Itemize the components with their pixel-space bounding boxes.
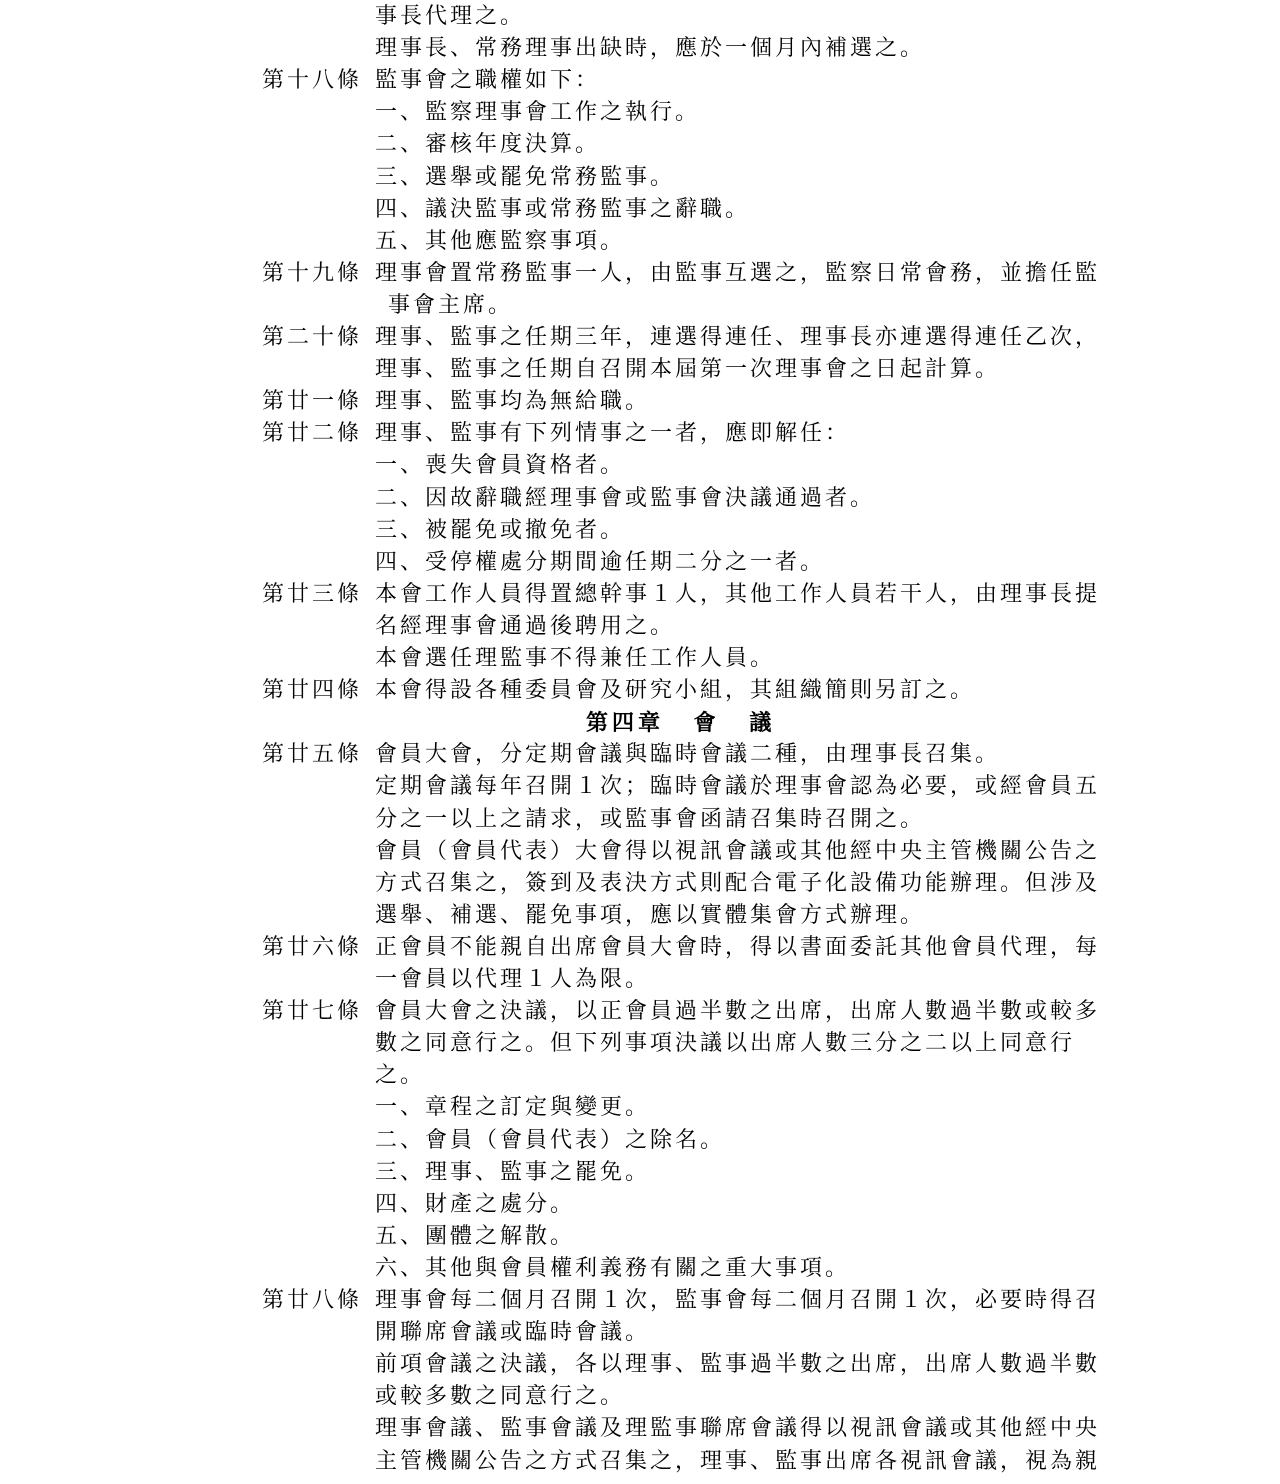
paragraph-line: 事會主席。	[388, 293, 514, 318]
paragraph-line: 會員（會員代表）大會得以視訊會議或其他經中央主管機關公告之	[375, 839, 1101, 864]
paragraph-line: 二、因故辭職經理事會或監事會決議通過者。	[375, 486, 876, 511]
article-label: 第二十條	[262, 325, 363, 350]
article-label: 第十八條	[262, 68, 363, 93]
paragraph-line: 理事會議、監事會議及理監事聯席會議得以視訊會議或其他經中央	[375, 1416, 1101, 1441]
paragraph-line: 三、被罷免或撤免者。	[375, 518, 626, 543]
article-label: 第廿二條	[262, 421, 363, 446]
article-text: 正會員不能親自出席會員大會時，得以書面委託其他會員代理，每	[375, 935, 1101, 960]
article-label: 第廿八條	[262, 1288, 363, 1313]
paragraph-line: 五、其他應監察事項。	[375, 229, 626, 254]
paragraph-line: 四、財產之處分。	[375, 1192, 576, 1217]
article-text: 本會得設各種委員會及研究小組，其組織簡則另訂之。	[375, 678, 976, 703]
article-label: 第廿六條	[262, 935, 363, 960]
paragraph-line: 一、監察理事會工作之執行。	[375, 100, 701, 125]
paragraph-line: 理事長、常務理事出缺時，應於一個月內補選之。	[375, 36, 926, 61]
paragraph-line: 事長代理之。	[375, 4, 526, 29]
paragraph-line: 一會員以代理１人為限。	[375, 967, 651, 992]
paragraph-line: 理事、監事之任期自召開本屆第一次理事會之日起計算。	[375, 357, 1001, 382]
article-label: 第廿五條	[262, 742, 363, 767]
paragraph-line: 前項會議之決議，各以理事、監事過半數之出席，出席人數過半數	[375, 1352, 1101, 1377]
article-text: 會員大會，分定期會議與臨時會議二種，由理事長召集。	[375, 742, 1001, 767]
article-text: 會員大會之決議，以正會員過半數之出席，出席人數過半數或較多	[375, 999, 1101, 1024]
paragraph-line: 二、審核年度決算。	[375, 132, 601, 157]
paragraph-line: 三、理事、監事之罷免。	[375, 1160, 651, 1185]
article-text: 理事會置常務監事一人，由監事互選之，監察日常會務，並擔任監	[375, 261, 1101, 286]
article-label: 第廿三條	[262, 582, 363, 607]
article-text: 理事會每二個月召開１次，監事會每二個月召開１次，必要時得召	[375, 1288, 1101, 1313]
paragraph-line: 開聯席會議或臨時會議。	[375, 1320, 651, 1345]
paragraph-line: 四、受停權處分期間逾任期二分之一者。	[375, 550, 826, 575]
paragraph-line: 本會選任理監事不得兼任工作人員。	[375, 646, 776, 671]
paragraph-line: 分之一以上之請求，或監事會函請召集時召開之。	[375, 807, 926, 832]
article-label: 第廿四條	[262, 678, 363, 703]
paragraph-line: 數之同意行之。但下列事項決議以出席人數三分之二以上同意行	[375, 1031, 1076, 1056]
article-text: 理事、監事均為無給職。	[375, 389, 651, 414]
paragraph-line: 主管機關公告之方式召集之，理事、監事出席各視訊會議，視為親	[375, 1449, 1101, 1474]
article-text: 本會工作人員得置總幹事１人，其他工作人員若干人，由理事長提	[375, 582, 1101, 607]
article-label: 第十九條	[262, 261, 363, 286]
paragraph-line: 四、議決監事或常務監事之辭職。	[375, 197, 751, 222]
paragraph-line: 一、章程之訂定與變更。	[375, 1095, 651, 1120]
article-text: 理事、監事有下列情事之一者，應即解任：	[375, 421, 851, 446]
chapter-heading: 第四章 會 議	[586, 710, 776, 736]
paragraph-line: 名經理事會通過後聘用之。	[375, 614, 676, 639]
paragraph-line: 或較多數之同意行之。	[375, 1384, 626, 1409]
paragraph-line: 三、選舉或罷免常務監事。	[375, 165, 676, 190]
article-text: 監事會之職權如下：	[375, 68, 601, 93]
paragraph-line: 五、團體之解散。	[375, 1224, 576, 1249]
paragraph-line: 一、喪失會員資格者。	[375, 453, 626, 478]
article-text: 理事、監事之任期三年，連選得連任、理事長亦連選得連任乙次，	[375, 325, 1101, 350]
paragraph-line: 之。	[375, 1063, 426, 1088]
article-label: 第廿七條	[262, 999, 363, 1024]
paragraph-line: 定期會議每年召開１次；臨時會議於理事會認為必要，或經會員五	[375, 774, 1101, 799]
paragraph-line: 二、會員（會員代表）之除名。	[375, 1128, 726, 1153]
paragraph-line: 六、其他與會員權利義務有關之重大事項。	[375, 1256, 851, 1281]
paragraph-line: 選舉、補選、罷免事項，應以實體集會方式辦理。	[375, 903, 926, 928]
article-label: 第廿一條	[262, 389, 363, 414]
paragraph-line: 方式召集之，簽到及表決方式則配合電子化設備功能辦理。但涉及	[375, 871, 1101, 896]
